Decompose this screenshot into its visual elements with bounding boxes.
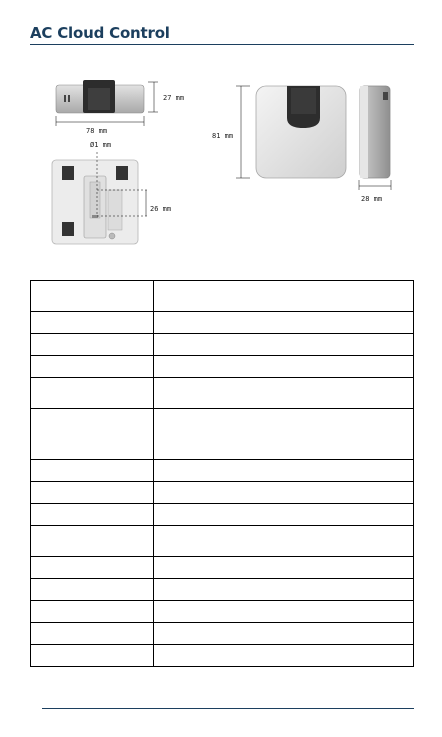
table-cell-label — [31, 601, 154, 623]
page-title: AC Cloud Control — [30, 24, 170, 42]
table-cell-label — [31, 526, 154, 557]
table-cell-label — [31, 281, 154, 312]
table-row — [31, 601, 414, 623]
front-view-device — [256, 86, 346, 178]
table-cell-label — [31, 623, 154, 645]
table-row — [31, 356, 414, 378]
table-cell-value — [154, 378, 414, 409]
table-row — [31, 645, 414, 667]
table-row — [31, 378, 414, 409]
table-cell-value — [154, 645, 414, 667]
top-view-device — [56, 80, 144, 113]
height-label: 81 mm — [212, 132, 234, 140]
table-cell-label — [31, 409, 154, 460]
table-row — [31, 482, 414, 504]
table-cell-label — [31, 356, 154, 378]
table-cell-value — [154, 409, 414, 460]
table-row — [31, 409, 414, 460]
table-cell-label — [31, 312, 154, 334]
table-row — [31, 334, 414, 356]
depth-label: 28 mm — [361, 195, 383, 203]
table-row — [31, 623, 414, 645]
table-row — [31, 579, 414, 601]
table-cell-value — [154, 460, 414, 482]
table-cell-value — [154, 557, 414, 579]
table-cell-value — [154, 482, 414, 504]
table-cell-value — [154, 526, 414, 557]
height-top-label: 27 mm — [163, 94, 185, 102]
table-cell-value — [154, 579, 414, 601]
table-cell-label — [31, 645, 154, 667]
spec-table — [30, 280, 414, 667]
table-cell-label — [31, 334, 154, 356]
table-cell-value — [154, 334, 414, 356]
table-cell-label — [31, 460, 154, 482]
table-row — [31, 312, 414, 334]
footer-divider — [42, 708, 414, 709]
back-view-device — [52, 160, 138, 244]
table-row — [31, 504, 414, 526]
table-cell-label — [31, 557, 154, 579]
table-cell-value — [154, 312, 414, 334]
table-cell-value — [154, 623, 414, 645]
table-cell-label — [31, 579, 154, 601]
table-cell-label — [31, 378, 154, 409]
side-view-device — [360, 86, 390, 178]
width-label: 78 mm — [86, 127, 108, 135]
table-cell-value — [154, 504, 414, 526]
table-row — [31, 557, 414, 579]
device-drawings-svg — [0, 0, 442, 260]
table-row — [31, 460, 414, 482]
table-cell-value — [154, 281, 414, 312]
table-cell-label — [31, 504, 154, 526]
table-row — [31, 281, 414, 312]
hole-diameter-label: Ø1 mm — [90, 141, 112, 149]
dimension-drawings — [0, 0, 442, 260]
table-cell-value — [154, 601, 414, 623]
table-cell-value — [154, 356, 414, 378]
hole-offset-label: 26 mm — [150, 205, 172, 213]
table-row — [31, 526, 414, 557]
table-cell-label — [31, 482, 154, 504]
